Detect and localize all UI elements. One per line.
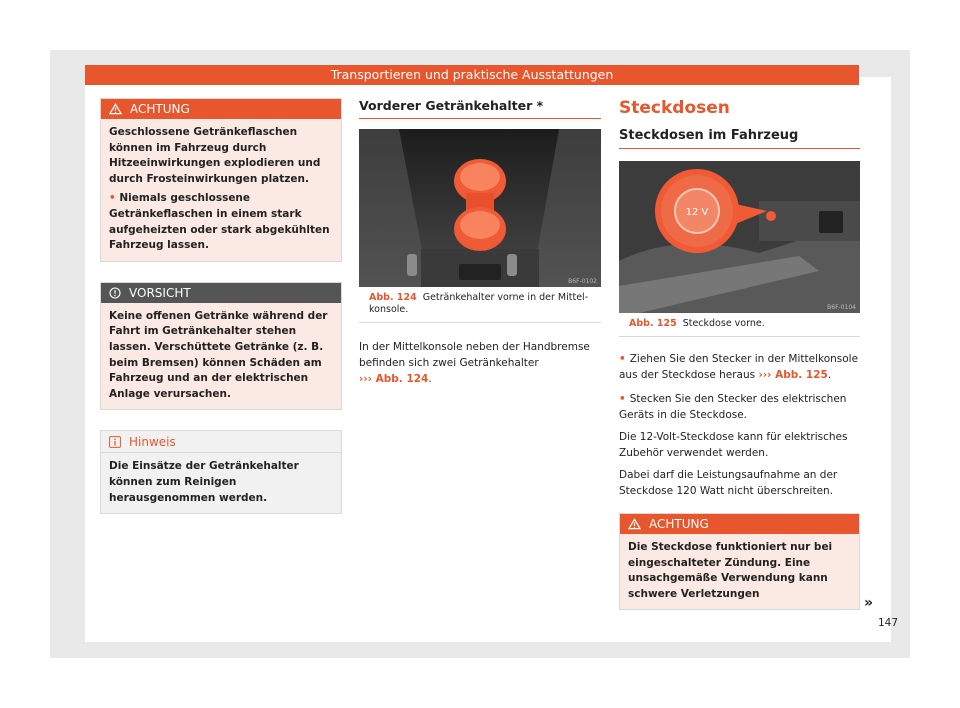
figure-caption [359, 287, 601, 323]
section-heading: Vorderer Getränkehalter * [359, 98, 601, 119]
warning-triangle-icon [628, 518, 641, 530]
caption-text: Steckdose vorne. [682, 318, 765, 329]
info-icon [109, 436, 121, 448]
caution-label: VORSICHT [129, 285, 191, 300]
figure-reference-link[interactable]: ››› Abb. 125 [758, 369, 828, 381]
warning-label: ACHTUNG [130, 102, 190, 116]
list-item-text: Ziehen Sie den Stecker in der Mittelkonsole aus der Steckdose heraus [619, 353, 859, 381]
caution-circle-icon [109, 287, 121, 299]
caution-text: Keine offenen Getränke während der Fahrt im Getränkehalter stehen lassen. Verschüttete Getränke (z. B. beim Bremsen) können Schäden am Fahrzeug und an der elektrischen Anlage verursachen. [109, 309, 328, 400]
column-middle [359, 98, 601, 387]
figure-socket [619, 161, 860, 313]
body-paragraph: Die 12-Volt-Steckdose kann für elektrisches Zubehör verwendet werden. [619, 431, 848, 459]
caution-box [100, 282, 342, 411]
warning-bullet-item [109, 191, 333, 253]
note-label: Hinweis [129, 434, 176, 449]
warning-header [620, 514, 859, 534]
body-paragraph: Dabei darf die Leistungsaufnahme an der Steckdose 120 Watt nicht überschreiten. [619, 469, 838, 497]
figure-cup-holder [359, 129, 601, 287]
list-item-end: . [827, 369, 832, 381]
warning-box [100, 98, 342, 262]
warning-text: Geschlossene Getränkeflaschen können im Fahrzeug durch Hitzeeinwirkungen explodieren und durch Frosteinwirkungen platzen. [109, 126, 321, 185]
caution-body [101, 303, 341, 410]
caption-text: Getränkehalter vorne in der Mittelkonsole. [369, 292, 589, 315]
list-item [619, 391, 860, 423]
page-number: 147 [878, 617, 899, 629]
note-body [101, 453, 341, 513]
column-right [619, 98, 873, 630]
column-left [100, 98, 342, 534]
list-item-text: Stecken Sie den Stecker des elektrischen Geräts in die Steckdose. [619, 393, 847, 421]
cup-holder-illustration [359, 129, 601, 287]
figure-code: B6F-0102 [568, 278, 597, 285]
bullet-icon: • [109, 192, 120, 205]
socket-voltage-label: 12 V [685, 207, 709, 218]
caution-header [101, 283, 341, 303]
caption-figure-number: Abb. 125 [629, 318, 677, 329]
warning-triangle-icon [109, 103, 122, 115]
continue-arrow: » [863, 595, 873, 612]
bullet-icon: • [619, 353, 626, 365]
list-item [619, 351, 860, 383]
warning-body [620, 534, 859, 609]
caption-figure-number: Abb. 124 [369, 292, 417, 303]
warning-bullet-text: Niemals geschlossene Getränkeflaschen in einem stark aufgeheizten oder stark abgekühlten Fahrzeug lassen. [109, 192, 330, 252]
chapter-header: Transportieren und praktische Ausstattungen [85, 65, 859, 85]
bullet-icon: • [619, 393, 626, 405]
socket-illustration [619, 161, 860, 313]
section-title: Steckdosen [619, 98, 730, 118]
warning-header [101, 99, 341, 119]
warning-box [619, 513, 873, 612]
figure-caption [619, 313, 860, 337]
figure-reference-link[interactable]: ››› Abb. 124 [359, 373, 429, 385]
note-header [101, 431, 341, 453]
figure-code: B6F-0104 [827, 304, 856, 311]
section-subtitle: Steckdosen im Fahrzeug [619, 128, 860, 149]
paragraph-text: In der Mittelkonsole neben der Handbremse befinden sich zwei Getränkehalter [359, 341, 590, 369]
warning-body [101, 119, 341, 261]
warning-text: Die Steckdose funktioniert nur bei eingeschalteter Zündung. Eine unsachgemäße Verwendung kann schwere Verletzungen [628, 541, 833, 600]
note-box [100, 430, 342, 514]
paragraph-end: . [428, 373, 432, 385]
note-text: Die Einsätze der Getränkehalter können zum Reinigen herausgenommen werden. [109, 460, 299, 504]
warning-label: ACHTUNG [649, 517, 709, 531]
body-paragraph [359, 339, 601, 387]
